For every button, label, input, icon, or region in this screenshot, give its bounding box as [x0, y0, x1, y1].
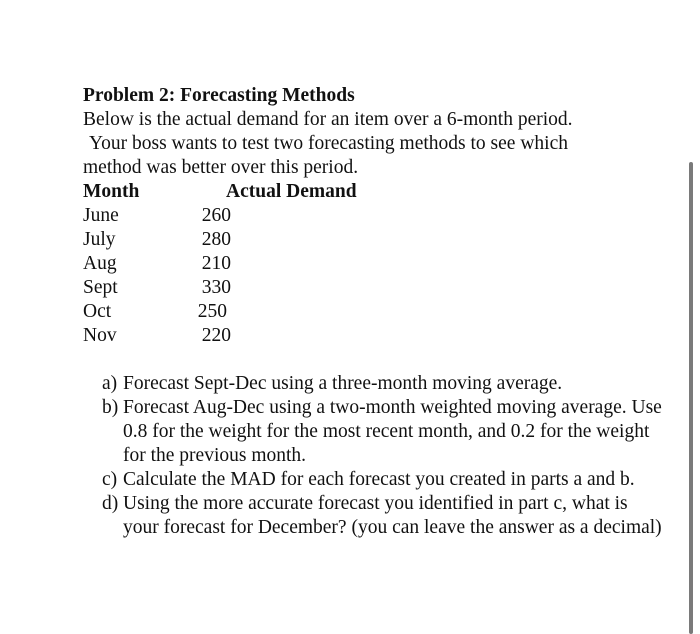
demand-cell: 260: [201, 205, 231, 226]
intro-line-3: method was better over this period.: [83, 157, 359, 178]
month-cell: Aug: [83, 253, 117, 274]
question-b: [102, 396, 662, 468]
question-text: Forecast Aug-Dec using a two-month weighted moving average. Use 0.8 for the weight for the most recent month, and 0.2 for the weight for the previous month.: [123, 397, 662, 466]
question-list: [102, 372, 662, 540]
intro-line-1: Below is the actual demand for an item over a 6-month period.: [83, 109, 573, 130]
month-cell: Sept: [83, 277, 118, 298]
month-cell: July: [83, 229, 116, 250]
table-row: [0, 276, 400, 300]
question-c: [102, 468, 662, 492]
table-row: [0, 300, 400, 324]
table-row: [0, 204, 400, 228]
demand-column-header: Actual Demand: [226, 181, 357, 202]
month-cell: June: [83, 205, 119, 226]
question-label: a): [102, 373, 118, 394]
table-row: [0, 252, 400, 276]
demand-cell: 210: [201, 253, 231, 274]
question-label: b): [102, 397, 119, 418]
question-label: c): [102, 469, 118, 490]
scrollbar[interactable]: [689, 162, 693, 634]
month-column-header: Month: [83, 181, 140, 202]
table-row: [0, 324, 400, 348]
demand-cell: 250: [197, 301, 227, 322]
question-d: [102, 492, 662, 540]
intro-line-2: Your boss wants to test two forecasting methods to see which: [89, 133, 568, 154]
month-cell: Nov: [83, 325, 117, 346]
problem-title: Problem 2: Forecasting Methods: [83, 85, 355, 106]
question-text: Using the more accurate forecast you identified in part c, what is your forecast for December? (you can leave the answer as a decimal): [123, 493, 662, 538]
question-a: [102, 372, 662, 396]
question-text: Calculate the MAD for each forecast you created in parts a and b.: [123, 469, 635, 490]
demand-cell: 280: [201, 229, 231, 250]
question-text: Forecast Sept-Dec using a three-month moving average.: [123, 373, 563, 394]
demand-cell: 220: [201, 325, 231, 346]
demand-cell: 330: [201, 277, 231, 298]
table-row: [0, 228, 400, 252]
month-cell: Oct: [83, 301, 112, 322]
question-label: d): [102, 493, 119, 514]
